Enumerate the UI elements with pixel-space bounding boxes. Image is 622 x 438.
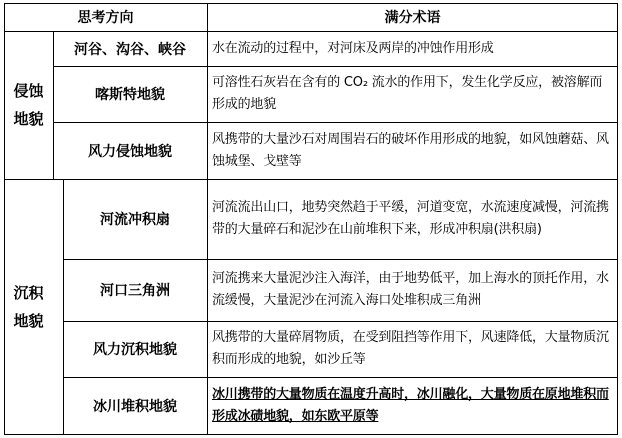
landform-name: 河口三角洲 — [100, 283, 170, 299]
landform-description: 风携带的大量沙石对周围岩石的破坏作用形成的地貌，如风蚀蘑菇、风蚀城堡、戈壁等 — [212, 131, 609, 169]
table-divider — [4, 31, 618, 32]
category-deposition-label: 沉积地貌 — [13, 284, 44, 330]
table-border — [4, 434, 618, 435]
landform-name: 冰川堆积地貌 — [93, 399, 177, 415]
table-divider — [4, 179, 618, 180]
table-divider — [53, 122, 618, 123]
landform-description: 风携带的大量碎屑物质，在受到阻挡等作用下，风速降低，大量物质沉积而形成的地貌，如沙丘等 — [212, 330, 609, 367]
landform-description: 可溶性石灰岩在含有的 CO₂ 流水的作用下，发生化学反应，被溶解而形成的地貌 — [212, 75, 603, 112]
table-divider — [63, 179, 64, 435]
landform-terms-table — [4, 3, 618, 435]
landform-description: 河流流出山口，地势突然趋于平缓，河道变宽，水流速度减慢，河流携带的大量碎石和泥沙在山前堆积下来，形成冲积扇(洪积扇) — [212, 200, 609, 237]
table-divider — [53, 31, 54, 179]
table-border — [617, 3, 618, 435]
category-erosion-label: 侵蚀地貌 — [13, 82, 44, 128]
table-divider — [207, 3, 208, 435]
landform-name: 风力侵蚀地貌 — [88, 143, 172, 160]
table-border — [4, 3, 5, 435]
header-terms: 满分术语 — [384, 10, 441, 26]
landform-name: 风力沉积地貌 — [93, 342, 177, 358]
landform-description-emphasized: 冰川携带的大量物质在温度升高时，冰川融化，大量物质在原地堆积而形成冰碛地貌，如东欧平原等 — [212, 387, 609, 424]
category-deposition — [4, 179, 53, 435]
table-divider — [53, 66, 618, 67]
table-divider — [63, 321, 618, 322]
table-divider — [63, 259, 618, 260]
header-direction: 思考方向 — [77, 10, 134, 26]
landform-name: 河谷、沟谷、峡谷 — [74, 41, 186, 58]
landform-description: 水在流动的过程中，对河床及两岸的冲蚀作用形成 — [212, 40, 494, 56]
table-border — [4, 3, 618, 4]
landform-name: 河流冲积扇 — [100, 212, 170, 228]
landform-description: 河流携来大量泥沙注入海洋，由于地势低平，加上海水的顶托作用，水流缓慢，大量泥沙在河流入海口处堆积成三角洲 — [212, 271, 609, 308]
landform-name: 喀斯特地貌 — [95, 87, 165, 103]
table-divider — [63, 377, 618, 378]
category-erosion — [4, 31, 53, 179]
